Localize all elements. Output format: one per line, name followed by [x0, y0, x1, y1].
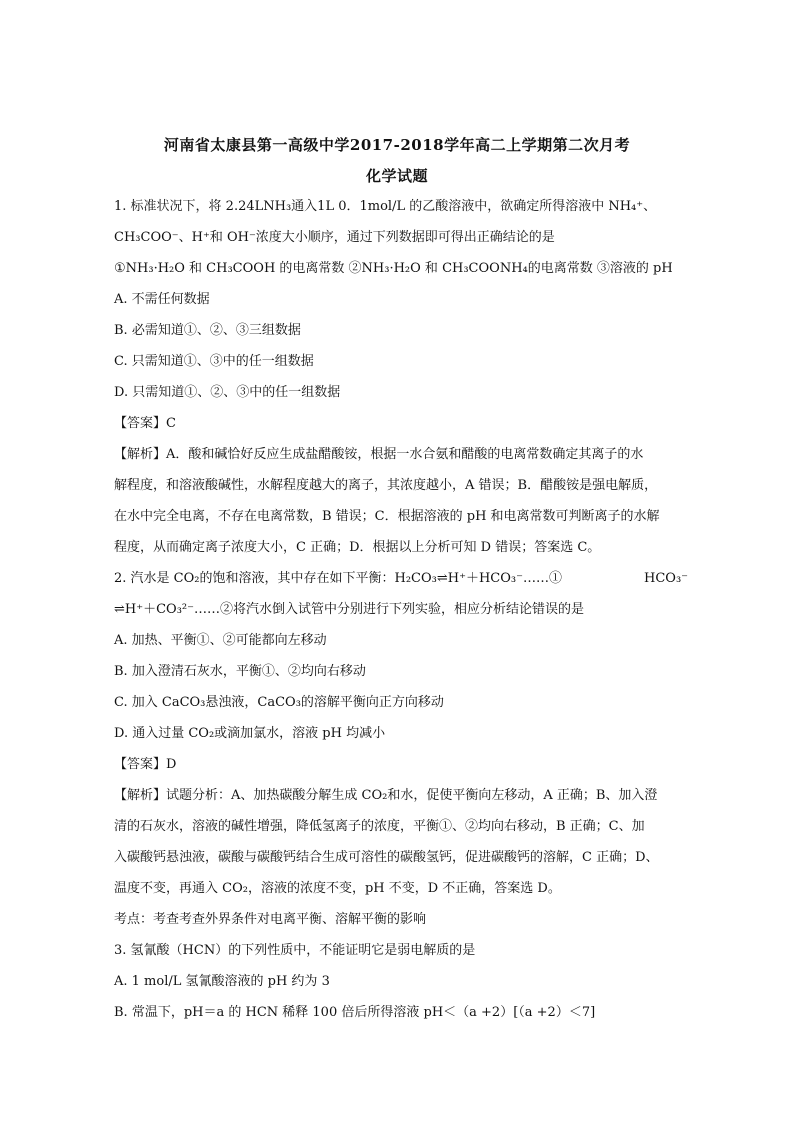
document-title: 河南省太康县第一高级中学2017-2018学年高二上学期第二次月考: [163, 136, 631, 154]
analysis-line: 温度不变，再通入 CO₂，溶液的浓度不变，pH 不变，D 不正确，答案选 D。: [114, 881, 561, 896]
option-line: D. 通入过量 CO₂或滴加氯水，溶液 pH 均减小: [114, 726, 386, 741]
analysis-line: 【解析】A．酸和碱恰好反应生成盐醋酸铵，根据一水合氨和醋酸的电离常数确定其离子的水: [114, 447, 644, 462]
document-subtitle: 化学试题: [365, 167, 428, 185]
equation-fragment: HCO₃⁻: [644, 571, 689, 586]
option-line: A. 不需任何数据: [114, 292, 210, 307]
option-line: B. 加入澄清石灰水，平衡①、②均向右移动: [114, 664, 366, 679]
option-line: C. 加入 CaCO₃悬浊液，CaCO₃的溶解平衡向正方向移动: [114, 695, 444, 710]
option-line: B. 必需知道①、②、③三组数据: [114, 323, 301, 338]
option-line: A. 1 mol/L 氢氰酸溶液的 pH 约为 3: [114, 974, 330, 989]
text-line: CH₃COO⁻、H⁺和 OH⁻浓度大小顺序，通过下列数据即可得出正确结论的是: [114, 230, 555, 245]
analysis-line: 在水中完全电离，不存在电离常数，B 错误；C．根据溶液的 pH 和电离常数可判断离子的水解: [114, 509, 660, 524]
analysis-line: 清的石灰水，溶液的碱性增强，降低氢离子的浓度，平衡①、②均向右移动，B 正确；C、加: [114, 819, 645, 834]
note-line: 考点：考查考查外界条件对电离平衡、溶解平衡的影响: [114, 912, 427, 927]
analysis-line: 入碳酸钙悬浊液，碳酸与碳酸钙结合生成可溶性的碳酸氢钙，促进碳酸钙的溶解，C 正确；D、: [114, 850, 659, 865]
text-line: ①NH₃·H₂O 和 CH₃COOH 的电离常数 ②NH₃·H₂O 和 CH₃COONH₄的电离常数 ③溶液的 pH: [114, 261, 673, 276]
analysis-line: 【解析】试题分析：A、加热碳酸分解生成 CO₂和水，促使平衡向左移动，A 正确；B、加入澄: [114, 788, 658, 803]
answer-line: 【答案】D: [114, 757, 177, 772]
text-line: 1. 标准状况下，将 2.24LNH₃通入1L 0．1mol/L 的乙酸溶液中，欲确定所得溶液中 NH₄⁺、: [114, 199, 657, 214]
option-line: A. 加热、平衡①、②可能都向左移动: [114, 633, 327, 648]
answer-line: 【答案】C: [114, 416, 176, 431]
option-line: D. 只需知道①、②、③中的任一组数据: [114, 385, 341, 400]
text-line: 3. 氢氰酸（HCN）的下列性质中，不能证明它是弱电解质的是: [114, 943, 476, 958]
analysis-line: 解程度，和溶液酸碱性，水解程度越大的离子，其浓度越小，A 错误；B．醋酸铵是强电解质，: [114, 478, 658, 493]
analysis-line: 程度，从而确定离子浓度大小，C 正确；D．根据以上分析可知 D 错误；答案选 C。: [114, 540, 601, 555]
text-line: ⇌H⁺＋CO₃²⁻……②将汽水倒入试管中分别进行下列实验，相应分析结论错误的是: [114, 602, 584, 617]
option-line: C. 只需知道①、③中的任一组数据: [114, 354, 314, 369]
option-line: B. 常温下，pH＝a 的 HCN 稀释 100 倍后所得溶液 pH＜（a +2）[（a +2）＜7]: [114, 1005, 596, 1020]
text-line: 2. 汽水是 CO₂的饱和溶液，其中存在如下平衡：H₂CO₃⇌H⁺＋HCO₃⁻……①: [114, 571, 562, 586]
